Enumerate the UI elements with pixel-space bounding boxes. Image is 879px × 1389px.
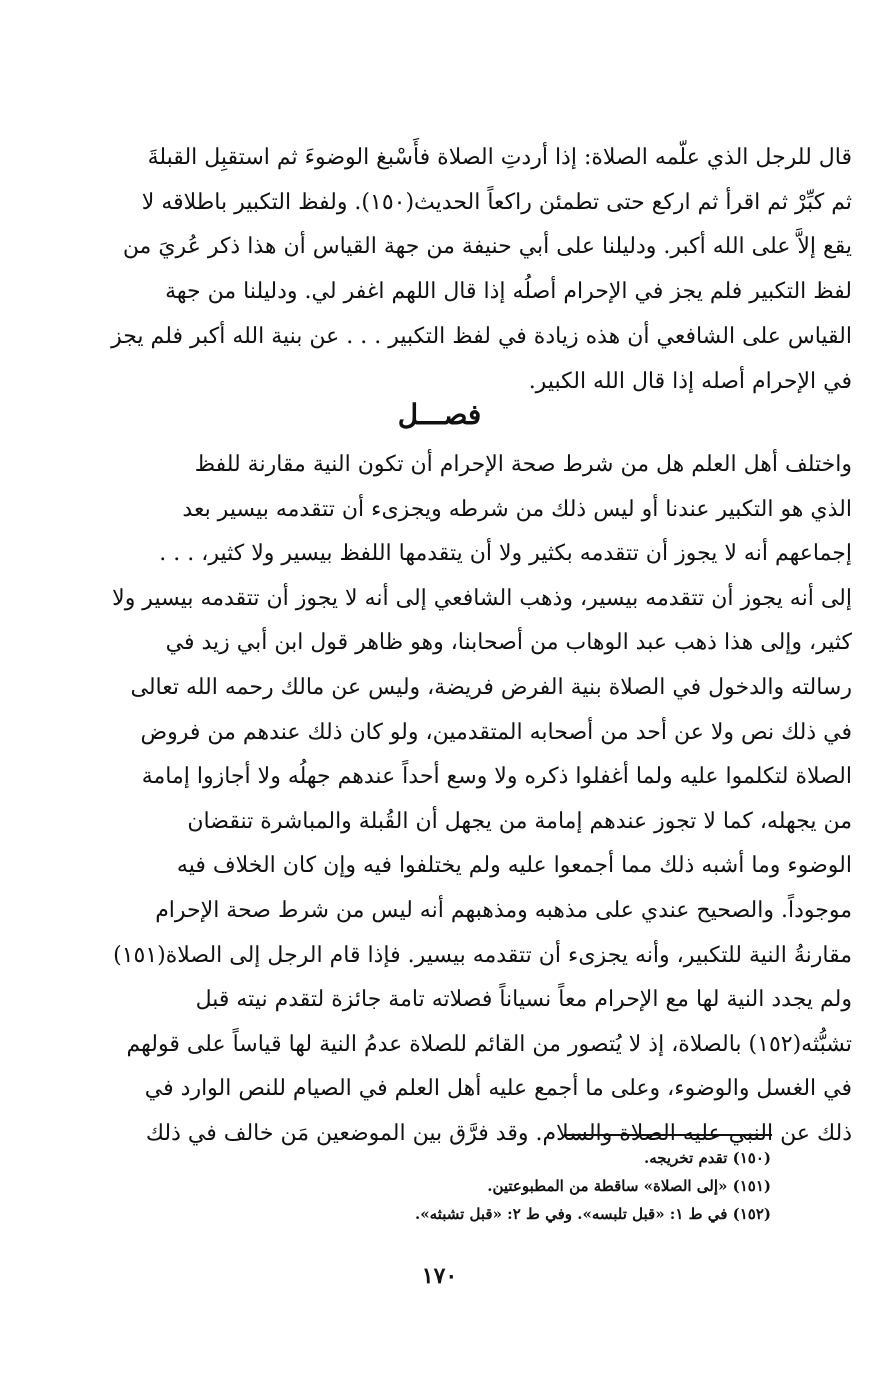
paragraph-1: [44, 136, 852, 404]
paragraph-2: [44, 443, 852, 1157]
text-line: كثير، وإلى هذا ذهب عبد الوهاب من أصحابنا، وهو ظاهر قول ابن أبي زيد في: [165, 630, 852, 656]
section-heading: فصـــل: [397, 398, 482, 431]
text-line: موجوداً. والصحيح عندي على مذهبه ومذهبهم أنه ليس من شرط صحة الإحرام: [155, 897, 852, 923]
text-line: ثم كبِّرْ ثم اقرأ ثم اركع حتى تطمئن راكعاً الحديث(١٥٠). ولفظ التكبير باطلاقه لا: [141, 189, 852, 215]
text-line: في الغسل والوضوء، وعلى ما أجمع عليه أهل العلم في الصيام للنص الوارد في: [144, 1076, 852, 1102]
text-line: من يجهله، كما لا تجوز عندهم إمامة من يجهل أن القُبلة والمباشرة تنقضان: [187, 808, 852, 834]
text-line: ذلك عن النبي عليه الصلاة والسلام. وقد فرَّق بين الموضعين مَن خالف في ذلك: [145, 1120, 852, 1146]
text-line: مقارنةُ النية للتكبير، وأنه يجزىء أن تتقدمه بيسير. فإذا قام الرجل إلى الصلاة(١٥١): [113, 942, 852, 968]
footnote-divider: [564, 1134, 772, 1136]
text-line: لفظ التكبير فلم يجز في الإحرام أصلُه إذا قال اللهم اغفر لي. ودليلنا من جهة: [165, 279, 852, 305]
text-line: ولم يجدد النية لها مع الإحرام معاً نسياناً فصلاته تامة جائزة لتقدم نيته قبل: [195, 987, 852, 1013]
footnote-151: (١٥١) «إلى الصلاة» ساقطة من المطبوعتين.: [487, 1177, 771, 1195]
text-line: تشبُّثه(١٥٢) بالصلاة، إذ لا يُتصور من القائم للصلاة عدمُ النية لها قياساً على قولهم: [126, 1031, 852, 1057]
footnotes: [300, 1144, 771, 1228]
text-line: قال للرجل الذي علّمه الصلاة: إذا أردتِ الصلاة فأَسْبغ الوضوءَ ثم استقبِل القبلةَ: [147, 145, 852, 170]
page-number: ١٧٠: [421, 1263, 458, 1289]
footnote-150: (١٥٠) تقدم تخريجه.: [643, 1149, 771, 1167]
text-line: واختلف أهل العلم هل من شرط صحة الإحرام أن تكون النية مقارنة للفظ: [194, 452, 852, 477]
footnote-152: (١٥٢) في ط ١: «قبل تلبسه». وفي ط ٢: «قبل تشبثه».: [415, 1205, 771, 1223]
text-line: رسالته والدخول في الصلاة بنية الفرض فريضة، وليس عن مالك رحمه الله تعالى: [130, 674, 852, 700]
text-line: الذي هو التكبير عندنا أو ليس ذلك من شرطه ويجزىء أن تتقدمه بيسير بعد: [182, 496, 852, 522]
text-line: الصلاة لتكلموا عليه ولما أغفلوا ذكره ولا وسع أحداً عندهم جهلُه ولا أجازوا إمامة: [141, 764, 852, 790]
text-line: إجماعهم أنه لا يجوز أن تتقدمه بكثير ولا أن يتقدمها اللفظ بيسير ولا كثير، . . .: [159, 541, 852, 567]
text-line: يقع إلاَّ على الله أكبر. ودليلنا على أبي حنيفة من جهة القياس أن هذا ذكر عُريَ من: [122, 234, 852, 260]
text-line: إلى أنه يجوز أن تتقدمه بيسير، وذهب الشافعي إلى أنه لا يجوز أن تتقدمه بيسير ولا: [112, 585, 852, 611]
text-line: الوضوء وما أشبه ذلك مما أجمعوا عليه ولم يختلفوا فيه وإن كان الخلاف فيه: [176, 853, 852, 879]
text-line: القياس على الشافعي أن هذه زيادة في لفظ التكبير . . . عن بنية الله أكبر فلم يجز: [111, 323, 852, 349]
text-line: في الإحرام أصله إذا قال الله الكبير.: [528, 368, 852, 394]
text-line: في ذلك نص ولا عن أحد من أصحابه المتقدمين، ولو كان ذلك عندهم من فروض: [140, 719, 852, 745]
